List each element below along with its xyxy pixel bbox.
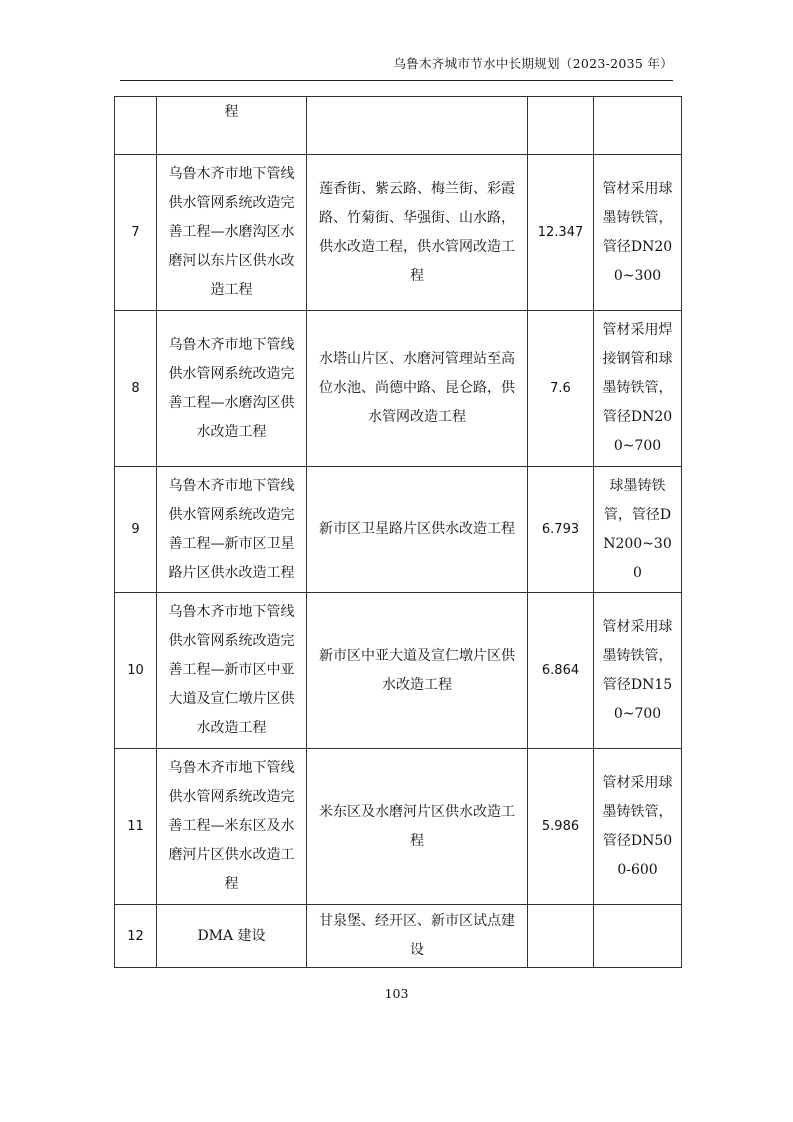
project-name: DMA 建设 <box>157 905 307 968</box>
investment-amount: 6.864 <box>528 593 594 749</box>
project-name: 乌鲁木齐市地下管线供水管网系统改造完善工程—米东区及水磨河片区供水改造工程 <box>157 749 307 905</box>
table-row <box>115 905 682 968</box>
table-row <box>115 155 682 311</box>
row-number: 11 <box>115 749 157 905</box>
project-content: 水塔山片区、水磨河管理站至高位水池、尚德中路、昆仑路，供水管网改造工程 <box>307 311 528 467</box>
investment-amount: 5.986 <box>528 749 594 905</box>
project-content: 米东区及水磨河片区供水改造工程 <box>307 749 528 905</box>
project-content: 新市区中亚大道及宣仁墩片区供水改造工程 <box>307 593 528 749</box>
table-row <box>115 311 682 467</box>
investment-amount: 6.793 <box>528 467 594 593</box>
project-content <box>307 97 528 155</box>
remark: 管材采用球墨铸铁管，管径DN150~700 <box>594 593 682 749</box>
project-content: 新市区卫星路片区供水改造工程 <box>307 467 528 593</box>
investment-amount: 12.347 <box>528 155 594 311</box>
remark <box>594 97 682 155</box>
table-row <box>115 593 682 749</box>
row-number: 10 <box>115 593 157 749</box>
remark: 管材采用球墨铸铁管，管径DN500-600 <box>594 749 682 905</box>
page-number: 103 <box>384 986 409 1001</box>
table-row <box>115 97 682 155</box>
project-name: 乌鲁木齐市地下管线供水管网系统改造完善工程—新市区中亚大道及宣仁墩片区供水改造工程 <box>157 593 307 749</box>
row-number: 8 <box>115 311 157 467</box>
remark: 管材采用焊接钢管和球墨铸铁管，管径DN200~700 <box>594 311 682 467</box>
project-table <box>114 96 682 968</box>
row-number: 7 <box>115 155 157 311</box>
remark: 管材采用球墨铸铁管，管径DN200~300 <box>594 155 682 311</box>
investment-amount <box>528 905 594 968</box>
row-number: 9 <box>115 467 157 593</box>
table-row <box>115 749 682 905</box>
project-name: 程 <box>157 97 307 155</box>
header-rule <box>120 80 673 81</box>
table-row <box>115 467 682 593</box>
investment-amount <box>528 97 594 155</box>
investment-amount: 7.6 <box>528 311 594 467</box>
project-name: 乌鲁木齐市地下管线供水管网系统改造完善工程—新市区卫星路片区供水改造工程 <box>157 467 307 593</box>
remark <box>594 905 682 968</box>
running-header: 乌鲁木齐城市节水中长期规划（2023-2035 年） <box>393 56 673 71</box>
row-number <box>115 97 157 155</box>
project-name: 乌鲁木齐市地下管线供水管网系统改造完善工程—水磨沟区供水改造工程 <box>157 311 307 467</box>
project-content: 甘泉堡、经开区、新市区试点建设 <box>307 905 528 968</box>
row-number: 12 <box>115 905 157 968</box>
project-name: 乌鲁木齐市地下管线供水管网系统改造完善工程—水磨沟区水磨河以东片区供水改造工程 <box>157 155 307 311</box>
project-content: 莲香街、紫云路、梅兰街、彩霞路、竹菊街、华强街、山水路，供水改造工程，供水管网改造工程 <box>307 155 528 311</box>
remark: 球墨铸铁管，管径DN200~300 <box>594 467 682 593</box>
